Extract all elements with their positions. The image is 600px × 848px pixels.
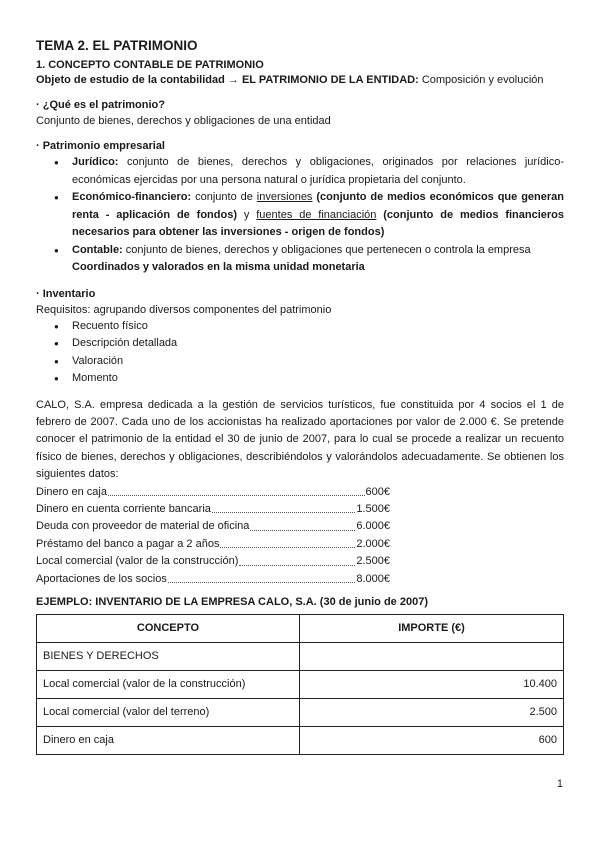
data-lines — [36, 484, 564, 588]
table-row — [37, 670, 564, 698]
list-item: ● Jurídico: conjunto de bienes, derechos y obligaciones, originados por relaciones jurídico-económicas ejercidas por una persona natural o jurídica propietaria del conjunto. — [36, 154, 564, 189]
list-item: ● Recuento físico — [36, 318, 564, 336]
table-cell: 2.500 — [300, 698, 564, 726]
table-cell: 10.400 — [300, 670, 564, 698]
requirements-list — [36, 318, 564, 388]
what-heading: · ¿Qué es el patrimonio? — [36, 99, 165, 111]
list-item: ● Económico-financiero: conjunto de inversiones (conjunto de medios económicos que generan renta - aplicación de fondos) y fuentes de financiación (conjunto de medios financieros necesarios para obtener las inversiones - origen de fondos) — [36, 189, 564, 242]
data-line: Préstamo del banco a pagar a 2 años 2.000€ — [36, 537, 390, 550]
page-title: TEMA 2. EL PATRIMONIO — [36, 38, 198, 53]
table-cell: Dinero en caja — [37, 726, 300, 754]
table-cell: Local comercial (valor de la construcción) — [37, 670, 300, 698]
list-item: ● Momento — [36, 370, 564, 388]
data-line: Aportaciones de los socios 8.000€ — [36, 572, 390, 585]
data-line: Deuda con proveedor de material de oficina 6.000€ — [36, 520, 390, 533]
table-row — [37, 698, 564, 726]
inventory-heading: · Inventario — [36, 287, 96, 300]
list-item: ● Valoración — [36, 353, 564, 371]
case-paragraph: CALO, S.A. empresa dedicada a la gestión de servicios turísticos, fue constituida por 4 socios el 1 de febrero de 2007. Cada uno de los accionistas ha realizado aportaciones por valor de 2.000 €. Se pretende conocer el patrimonio de la entidad el 30 de junio de 2007, para lo cual se procede a realizar un recuento físico de bienes, derechos y obligaciones, describiéndolos y valorándolos adecuadamente. Se obtienen los siguientes datos: — [36, 398, 564, 481]
business-heading: · Patrimonio empresarial — [36, 140, 165, 152]
data-line: Dinero en cuenta corriente bancaria 1.500€ — [36, 502, 390, 515]
object-rest: Composición y evolución — [418, 74, 544, 86]
table-row — [37, 642, 564, 670]
table-row — [37, 726, 564, 754]
data-line: Local comercial (valor de la construcción) 2.500€ — [36, 555, 390, 568]
inventory-requirements: Requisitos: agrupando diversos componentes del patrimonio — [36, 303, 332, 316]
page-number: 1 — [556, 778, 563, 790]
table-header-row — [37, 614, 564, 642]
object-line — [36, 72, 564, 88]
document-page — [36, 38, 564, 755]
data-line: Dinero en caja 600€ — [36, 485, 390, 498]
table-cell: BIENES Y DERECHOS — [37, 642, 300, 670]
inventory-table — [36, 614, 564, 755]
table-cell: 600 — [300, 726, 564, 754]
business-list — [36, 154, 564, 277]
what-text: Conjunto de bienes, derechos y obligaciones de una entidad — [36, 115, 331, 127]
list-item: ● Descripción detallada — [36, 335, 564, 353]
column-header: CONCEPTO — [37, 614, 300, 642]
example-heading: EJEMPLO: INVENTARIO DE LA EMPRESA CALO, S.A. (30 de junio de 2007) — [36, 595, 428, 608]
table-cell: Local comercial (valor del terreno) — [37, 698, 300, 726]
list-item: ● Contable: conjunto de bienes, derechos y obligaciones que pertenecen o controla la empresa Coordinados y valorados en la misma unidad monetaria — [36, 242, 564, 277]
table-cell — [300, 642, 564, 670]
object-bold: Objeto de estudio de la contabilidad → EL PATRIMONIO DE LA ENTIDAD: — [36, 74, 419, 86]
section-heading: 1. CONCEPTO CONTABLE DE PATRIMONIO — [36, 59, 264, 71]
column-header: IMPORTE (€) — [300, 614, 564, 642]
